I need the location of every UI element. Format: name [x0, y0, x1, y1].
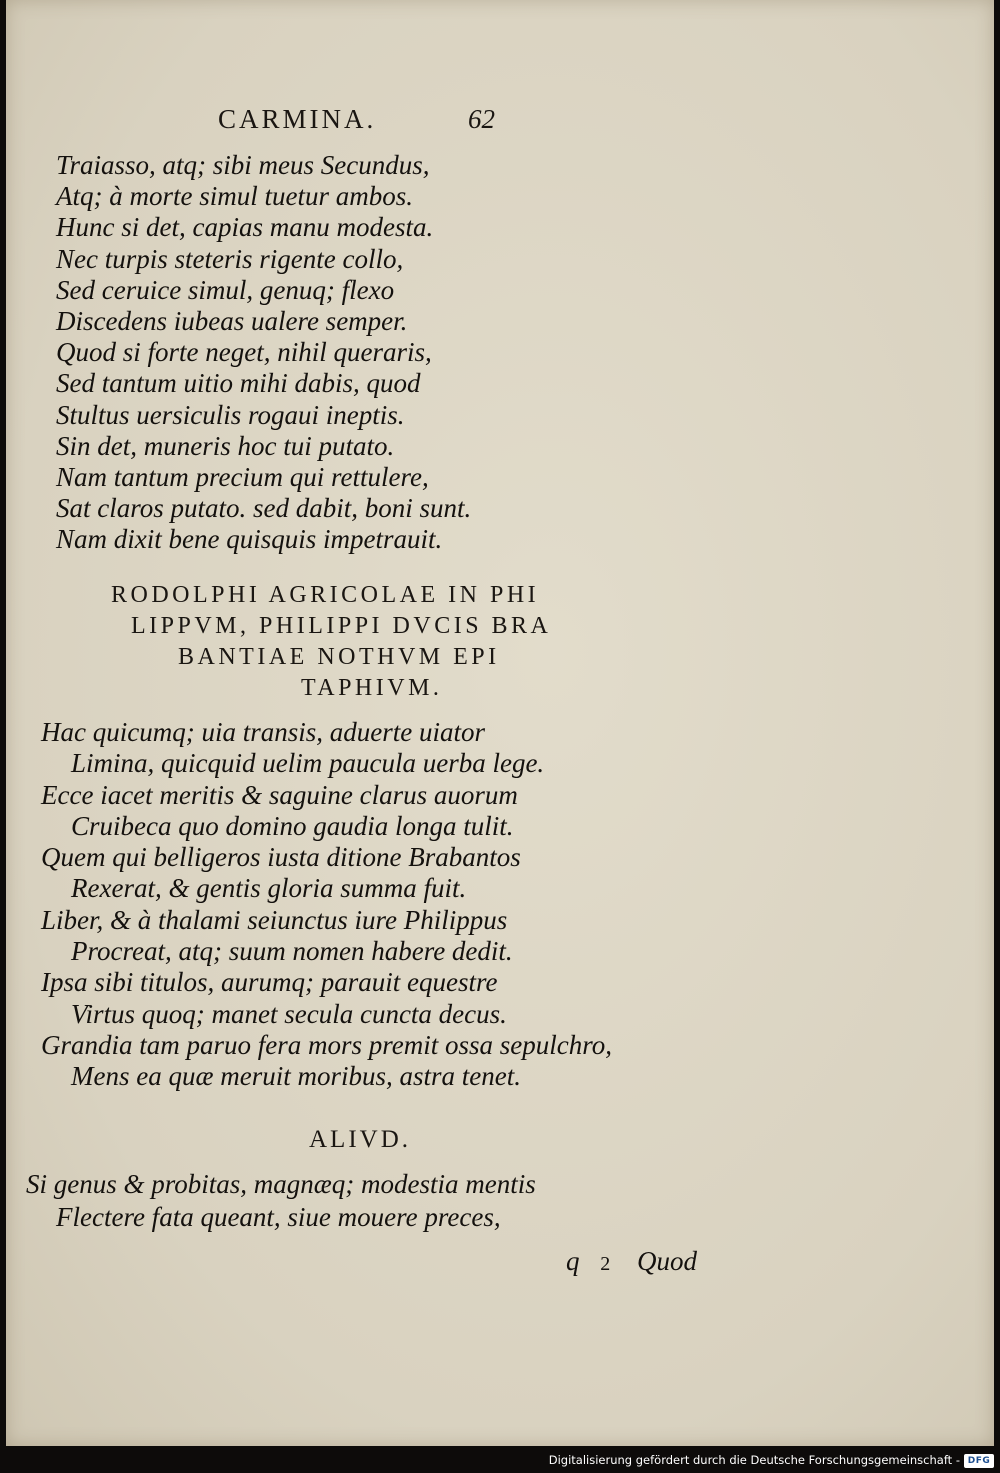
heading-line: LIPPVM, PHILIPPI DVCIS BRA	[131, 613, 552, 639]
signature-line	[566, 1246, 697, 1277]
hexameter-line: Ecce iacet meritis & saguine clarus auorum	[41, 779, 518, 810]
verse-line: Atq; à morte simul tuetur ambos.	[56, 181, 413, 212]
epitaph-heading	[111, 580, 711, 704]
verse-line: Sed tantum uitio mihi dabis, quod	[56, 368, 421, 399]
verse-line: Quod si forte neget, nihil queraris,	[56, 337, 432, 368]
hexameter-line: Si genus & probitas, magnæq; modestia mentis	[26, 1169, 536, 1199]
hexameter-line: Quem qui belligeros iusta ditione Brabantos	[41, 842, 521, 873]
verse-line: Hunc si det, capias manu modesta.	[56, 212, 434, 243]
aliud-verses	[26, 1168, 626, 1234]
verse-line: Sed ceruice simul, genuq; flexo	[56, 274, 395, 305]
pentameter-line: Mens ea quæ meruit moribus, astra tenet.	[71, 1061, 521, 1092]
epitaph-verses	[41, 717, 641, 1093]
verse-line: Traiasso, atq; sibi meus Secundus,	[56, 150, 430, 180]
pentameter-line: Procreat, atq; suum nomen habere dedit.	[71, 936, 513, 967]
verse-line: Sat claros putato. sed dabit, boni sunt.	[56, 493, 472, 524]
verse-line: Stultus uersiculis rogaui ineptis.	[56, 399, 405, 430]
verse-line: Nam dixit bene quisquis impetrauit.	[56, 524, 443, 555]
pentameter-line: Limina, quicquid uelim paucula uerba lege.	[71, 748, 545, 779]
signature-number: 2	[600, 1253, 611, 1275]
signature-mark: q	[566, 1246, 580, 1276]
heading-line: BANTIAE NOTHVM EPI	[178, 644, 500, 670]
verse-line: Nam tantum precium qui rettulere,	[56, 461, 429, 492]
hexameter-line: Ipsa sibi titulos, aurumq; parauit equestre	[41, 967, 498, 998]
verse-line: Discedens iubeas ualere semper.	[56, 305, 408, 336]
hexameter-line: Liber, & à thalami seiunctus iure Philippus	[41, 904, 508, 935]
poem-verses	[56, 150, 576, 555]
folio-number: 62	[468, 104, 495, 134]
hexameter-line: Grandia tam paruo fera mors premit ossa sepulchro,	[41, 1029, 613, 1060]
book-page	[6, 0, 994, 1446]
funding-credit: Digitalisierung gefördert durch die Deutsche Forschungsgemeinschaft -	[548, 1453, 960, 1467]
aliud-heading: ALIVD.	[309, 1126, 412, 1153]
pentameter-line: Flectere fata queant, siue mouere preces,	[56, 1202, 501, 1232]
hexameter-line: Hac quicumq; uia transis, aduerte uiator	[41, 717, 485, 747]
heading-line: RODOLPHI AGRICOLAE IN PHI	[111, 582, 540, 608]
verse-line: Nec turpis steteris rigente collo,	[56, 243, 404, 274]
running-header	[218, 104, 558, 144]
running-title: CARMINA.	[218, 104, 377, 134]
pentameter-line: Virtus quoq; manet secula cuncta decus.	[71, 998, 507, 1029]
dfg-logo-icon: DFG	[964, 1454, 994, 1468]
pentameter-line: Rexerat, & gentis gloria summa fuit.	[71, 873, 467, 904]
footer-bar	[0, 1446, 1000, 1473]
verse-line: Sin det, muneris hoc tui putato.	[56, 430, 395, 461]
heading-line: TAPHIVM.	[301, 675, 443, 701]
pentameter-line: Cruibeca quo domino gaudia longa tulit.	[71, 810, 514, 841]
catchword: Quod	[637, 1246, 697, 1276]
